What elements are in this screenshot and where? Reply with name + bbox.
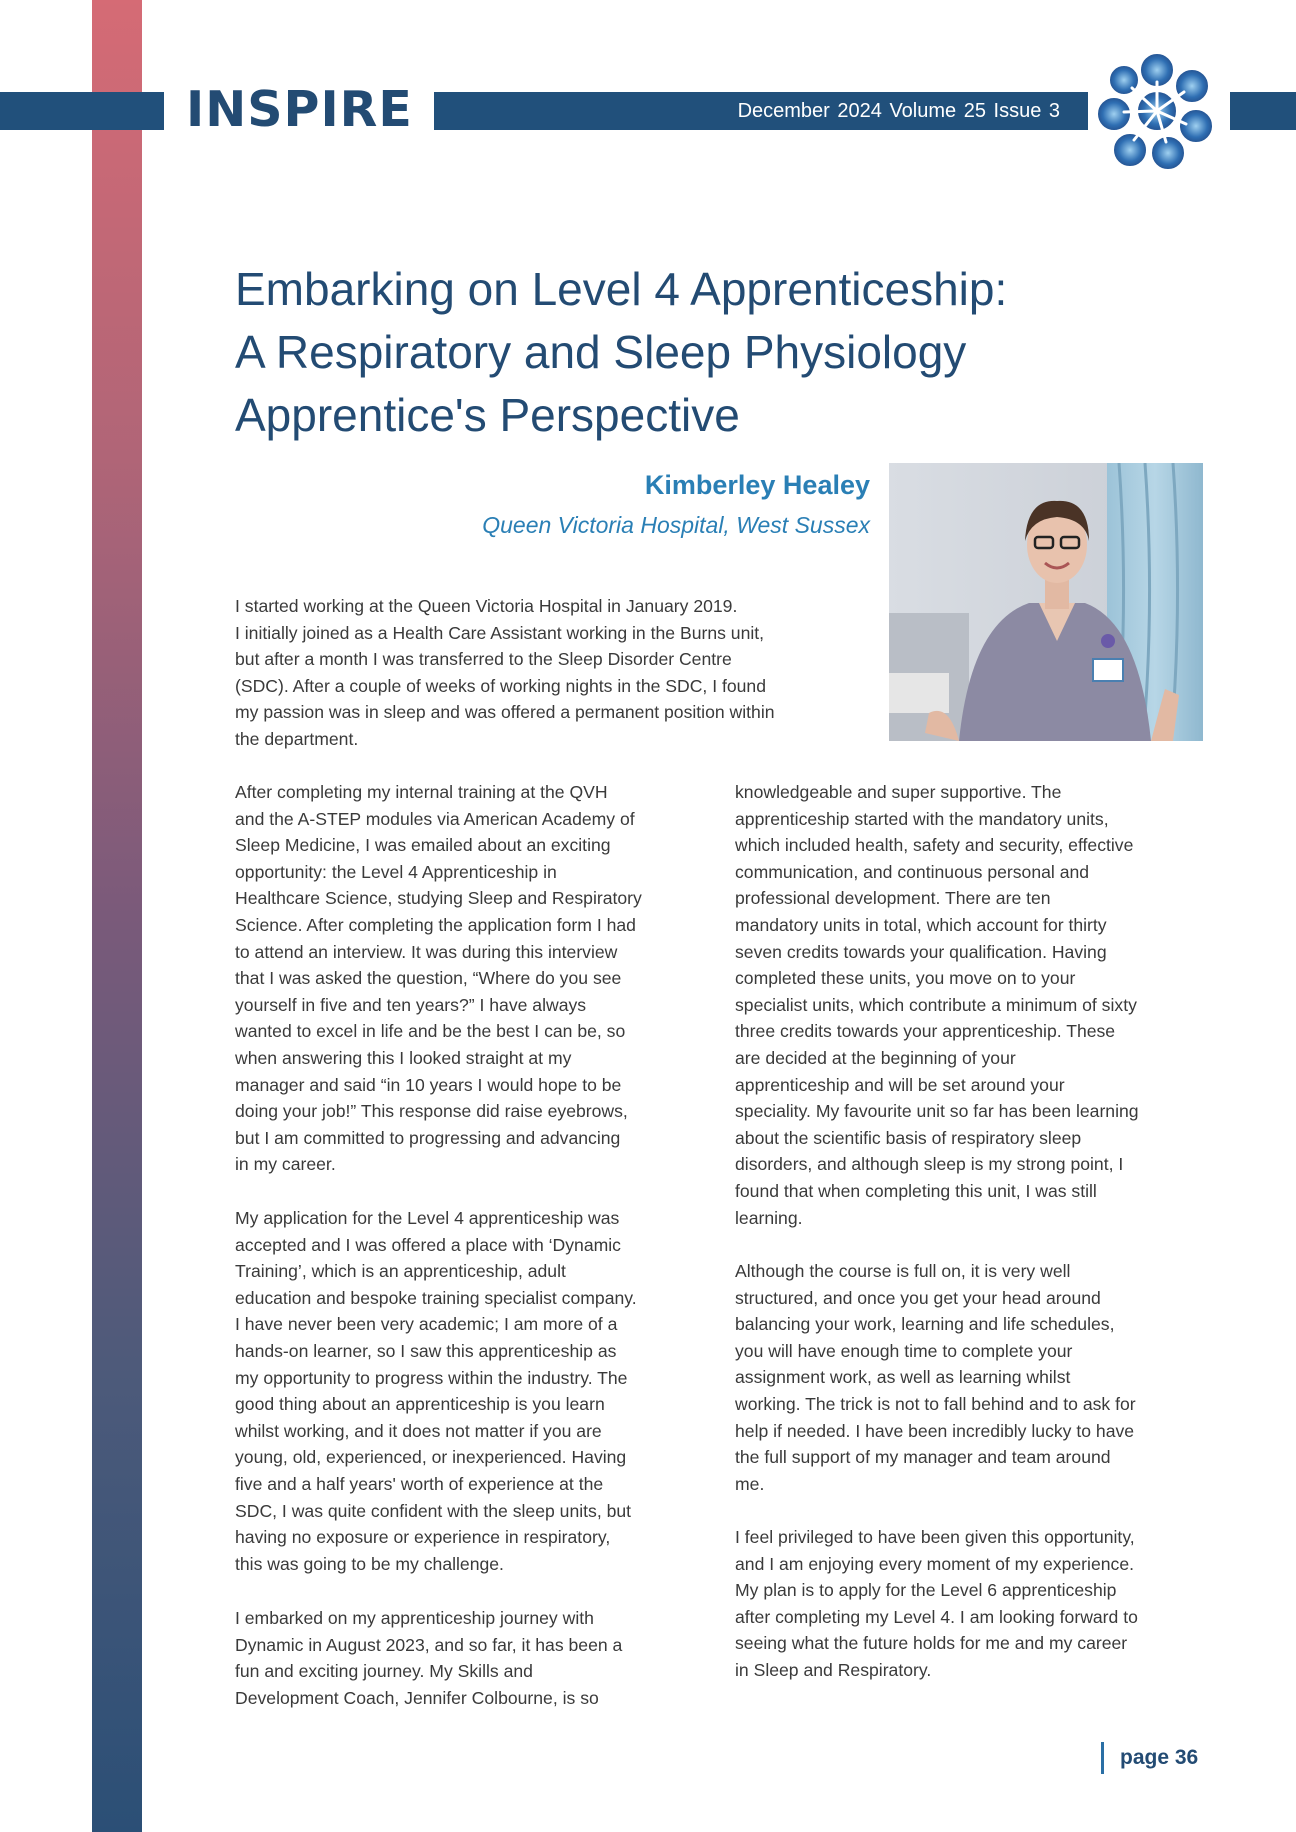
text-line: I initially joined as a Health Care Assistant working in the Burns unit, [235,622,765,643]
text-line: I embarked on my apprenticeship journey with [235,1608,594,1628]
author-affiliation: Queen Victoria Hospital, West Sussex [482,512,870,538]
text-line: after completing my Level 4. I am looking forward to [735,1606,1138,1627]
text-line: seven credits towards your qualification. Having [735,941,1107,962]
magazine-brand: INSPIRE [186,81,413,138]
text-line: in Sleep and Respiratory. [735,1659,932,1680]
title-line: Apprentice's Perspective [235,389,740,441]
text-line: this was going to be my challenge. [235,1553,504,1574]
left-col-paragraph-1 [235,779,715,1178]
intro-paragraph [235,593,875,753]
text-line: but I am committed to progressing and advancing [235,1127,621,1148]
text-line: are decided at the beginning of your [735,1047,1016,1068]
text-line: mandatory units in total, which account for thirty [735,914,1107,935]
text-line: learning. [735,1207,803,1228]
text-line: Sleep Medicine, I was emailed about an exciting [235,835,611,856]
portrait-photo [889,463,1203,741]
text-line: my opportunity to progress within the industry. The [235,1367,628,1388]
text-line: good thing about an apprenticeship is you learn [235,1394,605,1415]
text-line: disorders, and although sleep is my strong point, I [735,1154,1124,1175]
text-line: in my career. [235,1154,336,1175]
text-line: professional development. There are ten [735,888,1051,909]
text-line: communication, and continuous personal and [735,861,1090,882]
text-line: and the A-STEP modules via American Academy of [235,808,635,829]
text-line: my passion was in sleep and was offered a permanent position within [235,702,775,723]
text-line: balancing your work, learning and life schedules, [735,1314,1115,1335]
text-line: knowledgeable and super supportive. The [735,782,1062,802]
text-line: yourself in five and ten years?” I have always [235,994,587,1015]
text-line: to attend an interview. It was during this interview [235,941,618,962]
text-line: you will have enough time to complete your [735,1340,1073,1361]
side-gradient-stripe [92,0,142,1832]
text-line: help if needed. I have been incredibly lucky to have [735,1420,1135,1441]
issue-info: December 2024 Volume 25 Issue 3 [737,100,1060,122]
text-line: three credits towards your apprenticeship. These [735,1021,1116,1042]
text-line: apprenticeship started with the mandatory units, [735,808,1109,829]
article-title [235,258,1155,447]
text-line: opportunity: the Level 4 Apprenticeship in [235,861,557,882]
right-col-paragraph-1 [735,779,1215,1231]
text-line: (SDC). After a couple of weeks of working nights in the SDC, I found [235,675,766,696]
text-line: My application for the Level 4 apprenticeship was [235,1208,620,1228]
text-line: I have never been very academic; I am more of a [235,1314,618,1335]
text-line: five and a half years' worth of experience at the [235,1473,604,1494]
text-line: fun and exciting journey. My Skills and [235,1661,533,1682]
title-line: A Respiratory and Sleep Physiology [235,326,967,378]
text-line: wanted to excel in life and be the best I can be, so [235,1021,626,1042]
text-line: I started working at the Queen Victoria Hospital in January 2019. [235,596,738,616]
text-line: Although the course is full on, it is very well [735,1261,1071,1281]
text-line: whilst working, and it does not matter if you are [235,1420,602,1441]
text-line: accepted and I was offered a place with ‘Dynamic [235,1234,621,1255]
page-number: page 36 [1120,1746,1199,1769]
header-bar-right [1230,92,1296,130]
text-line: specialist units, which contribute a minimum of sixty [735,994,1137,1015]
text-line: apprenticeship and will be set around your [735,1074,1065,1095]
right-col-paragraph-3 [735,1524,1215,1684]
text-line: seeing what the future holds for me and my career [735,1633,1128,1654]
right-col-paragraph-2 [735,1258,1215,1497]
text-line: completed these units, you move on to your [735,968,1076,989]
left-col-paragraph-3 [235,1605,715,1711]
text-line: manager and said “in 10 years I would hope to be [235,1074,622,1095]
text-line: that I was asked the question, “Where do you see [235,968,622,989]
text-line: Training’, which is an apprenticeship, adult [235,1261,566,1282]
text-line: having no exposure or experience in respiratory, [235,1527,611,1548]
text-line: I feel privileged to have been given this opportunity, [735,1527,1135,1547]
text-line: but after a month I was transferred to the Sleep Disorder Centre [235,649,732,670]
text-line: education and bespoke training specialist company. [235,1287,637,1308]
page-number-divider [1101,1742,1104,1774]
title-line: Embarking on Level 4 Apprenticeship: [235,263,1008,315]
text-line: Healthcare Science, studying Sleep and Respiratory [235,888,642,909]
text-line: found that when completing this unit, I was still [735,1180,1097,1201]
text-line: SDC, I was quite confident with the sleep units, but [235,1500,632,1521]
snowflake-molecule-logo [1096,48,1218,174]
text-line: My plan is to apply for the Level 6 apprenticeship [735,1580,1117,1601]
text-line: the full support of my manager and team around [735,1447,1111,1468]
text-line: working. The trick is not to fall behind and to ask for [735,1393,1136,1414]
text-line: assignment work, as well as learning whilst [735,1367,1071,1388]
text-line: about the scientific basis of respiratory sleep [735,1127,1082,1148]
text-line: doing your job!” This response did raise eyebrows, [235,1101,628,1122]
text-line: hands-on learner, so I saw this apprenticeship as [235,1340,617,1361]
left-col-paragraph-2 [235,1205,715,1577]
text-line: Science. After completing the application form I had [235,914,636,935]
text-line: and I am enjoying every moment of my experience. [735,1553,1134,1574]
text-line: After completing my internal training at the QVH [235,782,608,802]
header-bar-left [0,92,164,130]
author-name: Kimberley Healey [644,470,870,500]
text-line: structured, and once you get your head around [735,1287,1101,1308]
text-line: Dynamic in August 2023, and so far, it has been a [235,1634,623,1655]
text-line: speciality. My favourite unit so far has been learning [735,1101,1139,1122]
text-line: me. [735,1473,765,1494]
text-line: Development Coach, Jennifer Colbourne, is so [235,1687,599,1708]
text-line: young, old, experienced, or inexperienced. Having [235,1447,627,1468]
text-line: the department. [235,728,359,749]
text-line: which included health, safety and security, effective [735,835,1134,856]
text-line: when answering this I looked straight at my [235,1047,572,1068]
